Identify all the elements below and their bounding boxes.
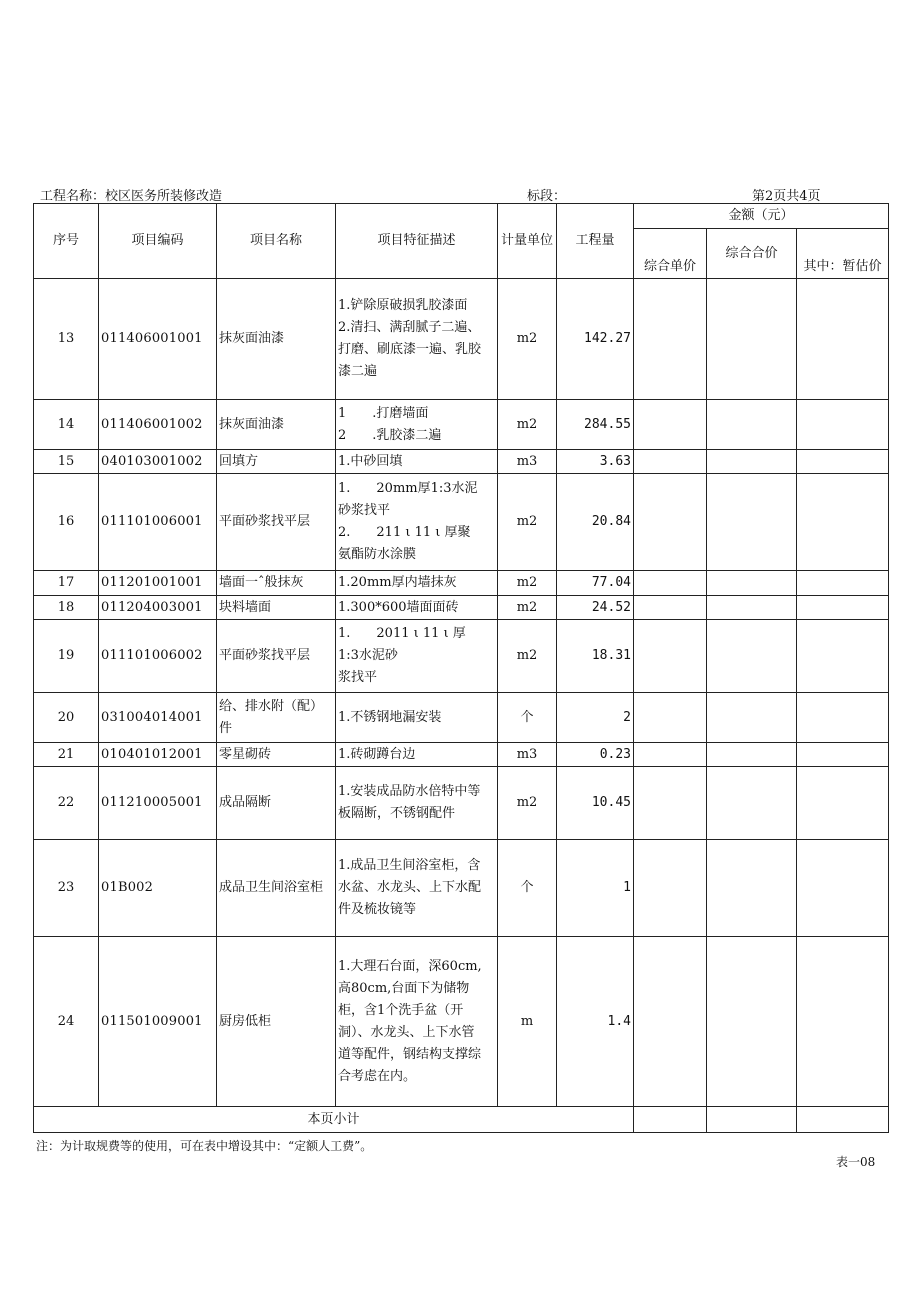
header-amount: 金额（元） — [634, 204, 889, 229]
bill-of-quantities-table — [33, 203, 889, 1133]
description-line: 1.砖砌蹲台边 — [338, 746, 416, 762]
page-indicator: 第2页共4页 — [752, 189, 821, 204]
row-unit-price — [634, 571, 707, 596]
row-unit: m3 — [498, 743, 557, 767]
row-code: 011204003001 — [99, 596, 217, 620]
row-unit-price — [634, 937, 707, 1107]
row-description — [336, 620, 498, 693]
row-provisional — [797, 937, 889, 1107]
row-description — [336, 571, 498, 596]
row-code: 011201001001 — [99, 571, 217, 596]
row-seq: 20 — [34, 693, 99, 743]
table-row — [34, 693, 889, 743]
row-seq: 13 — [34, 279, 99, 400]
row-quantity: 20.84 — [557, 474, 634, 571]
description-line: 件及梳妆镜等 — [338, 902, 417, 917]
row-name: 墙面一ˆ般抹灰 — [217, 571, 336, 596]
row-seq: 19 — [34, 620, 99, 693]
header-desc: 项目特征描述 — [336, 204, 498, 279]
row-description — [336, 840, 498, 937]
row-unit-price — [634, 596, 707, 620]
footer-note: 注：为计取规费等的使用，可在表中增设其中：“定额人工费”。 — [36, 1139, 373, 1153]
section-label: 标段： — [527, 189, 567, 204]
row-total — [707, 450, 797, 474]
row-total — [707, 743, 797, 767]
row-name: 零星砌砖 — [217, 743, 336, 767]
row-total — [707, 767, 797, 840]
row-unit: m2 — [498, 596, 557, 620]
row-quantity: 0.23 — [557, 743, 634, 767]
row-description — [336, 596, 498, 620]
row-provisional — [797, 840, 889, 937]
row-name: 成品隔断 — [217, 767, 336, 840]
row-unit-price — [634, 450, 707, 474]
row-quantity: 1 — [557, 840, 634, 937]
table-row — [34, 937, 889, 1107]
row-code: 011101006002 — [99, 620, 217, 693]
row-seq: 24 — [34, 937, 99, 1107]
description-line: 1.铲除原破损乳胶漆面 — [338, 298, 468, 313]
description-line: 道等配件，钢结构支撑综 — [338, 1046, 482, 1062]
row-quantity: 18.31 — [557, 620, 634, 693]
description-line: 1. 20mm厚1:3水泥 — [338, 481, 478, 496]
row-unit: 个 — [498, 840, 557, 937]
row-unit: m2 — [498, 400, 557, 450]
table-row — [34, 571, 889, 596]
row-description — [336, 450, 498, 474]
description-line: 板隔断，不锈钢配件 — [338, 806, 456, 821]
description-line: 1.不锈钢地漏安装 — [338, 709, 442, 725]
row-quantity: 24.52 — [557, 596, 634, 620]
row-name: 抹灰面油漆 — [217, 279, 336, 400]
header-code: 项目编码 — [99, 204, 217, 279]
description-line: 高80cm,台面下为储物 — [338, 980, 470, 996]
row-total — [707, 937, 797, 1107]
description-line: 合考虑在内。 — [338, 1068, 417, 1084]
row-total — [707, 596, 797, 620]
row-code: 01B002 — [99, 840, 217, 937]
row-description — [336, 400, 498, 450]
row-seq: 15 — [34, 450, 99, 474]
description-line: 1.中砂回填 — [338, 453, 403, 469]
table-row — [34, 400, 889, 450]
description-line: 1.安装成品防水倍特中等 — [338, 784, 481, 799]
header-total: 综合合价 — [707, 229, 797, 279]
row-total — [707, 620, 797, 693]
table-row — [34, 743, 889, 767]
row-quantity: 142.27 — [557, 279, 634, 400]
row-total — [707, 400, 797, 450]
subtotal-provisional — [797, 1107, 889, 1133]
row-code: 010401012001 — [99, 743, 217, 767]
row-name: 平面砂浆找平层 — [217, 620, 336, 693]
description-line: 2 .乳胶漆二遍 — [338, 427, 442, 443]
row-code: 011101006001 — [99, 474, 217, 571]
description-line: 柜，含1个洗手盆（开 — [338, 1002, 464, 1018]
row-provisional — [797, 474, 889, 571]
description-line: 1.大理石台面，深60cm, — [338, 958, 482, 974]
row-unit: m3 — [498, 450, 557, 474]
subtotal-unit-price — [634, 1107, 707, 1133]
row-unit-price — [634, 693, 707, 743]
row-unit-price — [634, 767, 707, 840]
row-quantity: 3.63 — [557, 450, 634, 474]
subtotal-label: 本页小计 — [34, 1107, 634, 1133]
header-provisional: 其中：暂估价 — [797, 229, 889, 279]
row-description — [336, 937, 498, 1107]
row-total — [707, 840, 797, 937]
row-seq: 18 — [34, 596, 99, 620]
row-provisional — [797, 620, 889, 693]
description-line: 漆二遍 — [338, 364, 378, 379]
row-provisional — [797, 571, 889, 596]
row-seq: 21 — [34, 743, 99, 767]
row-description — [336, 693, 498, 743]
row-unit: m2 — [498, 279, 557, 400]
row-provisional — [797, 693, 889, 743]
row-unit-price — [634, 474, 707, 571]
row-seq: 22 — [34, 767, 99, 840]
description-line: 1:3水泥砂 — [338, 648, 398, 663]
description-line: 砂浆找平 — [338, 503, 391, 518]
row-provisional — [797, 400, 889, 450]
header-qty: 工程量 — [557, 204, 634, 279]
row-name: 厨房低柜 — [217, 937, 336, 1107]
table-row — [34, 596, 889, 620]
row-unit-price — [634, 400, 707, 450]
row-unit-price — [634, 840, 707, 937]
row-description — [336, 767, 498, 840]
row-provisional — [797, 596, 889, 620]
row-name: 成品卫生间浴室柜 — [217, 840, 336, 937]
description-line: 1.20mm厚内墙抹灰 — [338, 575, 457, 590]
description-line: 1 .打磨墙面 — [338, 405, 429, 421]
row-name: 块料墙面 — [217, 596, 336, 620]
row-quantity: 284.55 — [557, 400, 634, 450]
header-name: 项目名称 — [217, 204, 336, 279]
description-line: 氨酯防水涂膜 — [338, 547, 417, 562]
row-total — [707, 693, 797, 743]
description-line: 1.300*600墙面面砖 — [338, 599, 459, 615]
table-body — [34, 279, 889, 1107]
description-line: 2. 211 ι 11 ι 厚聚 — [338, 525, 471, 540]
row-quantity: 10.45 — [557, 767, 634, 840]
description-line: 1. 2011 ι 11 ι 厚 — [338, 626, 466, 641]
row-seq: 14 — [34, 400, 99, 450]
row-code: 011406001001 — [99, 279, 217, 400]
row-total — [707, 474, 797, 571]
row-name: 给、排水附（配）件 — [217, 693, 336, 743]
table-number: 表一08 — [836, 1155, 876, 1169]
row-code: 011210005001 — [99, 767, 217, 840]
row-unit-price — [634, 620, 707, 693]
row-code: 011406001002 — [99, 400, 217, 450]
row-provisional — [797, 767, 889, 840]
row-unit: m2 — [498, 620, 557, 693]
row-description — [336, 743, 498, 767]
row-unit: m2 — [498, 474, 557, 571]
row-seq: 23 — [34, 840, 99, 937]
row-name: 回填方 — [217, 450, 336, 474]
row-provisional — [797, 279, 889, 400]
row-unit: m2 — [498, 767, 557, 840]
header-unit-price: 综合单价 — [634, 229, 707, 279]
row-quantity: 2 — [557, 693, 634, 743]
description-line: 浆找平 — [338, 670, 378, 685]
row-quantity: 1.4 — [557, 937, 634, 1107]
project-name: 工程名称：校区医务所装修改造 — [40, 189, 223, 204]
row-provisional — [797, 743, 889, 767]
row-provisional — [797, 450, 889, 474]
table-row — [34, 279, 889, 400]
table-row — [34, 620, 889, 693]
row-unit: m2 — [498, 571, 557, 596]
row-description — [336, 279, 498, 400]
row-total — [707, 279, 797, 400]
row-name: 抹灰面油漆 — [217, 400, 336, 450]
table-row — [34, 474, 889, 571]
table-row — [34, 767, 889, 840]
description-line: 水盆、水龙头、上下水配 — [338, 880, 482, 895]
row-seq: 17 — [34, 571, 99, 596]
row-description — [336, 474, 498, 571]
row-seq: 16 — [34, 474, 99, 571]
row-code: 031004014001 — [99, 693, 217, 743]
table-row — [34, 450, 889, 474]
header-unit: 计量单位 — [498, 204, 557, 279]
table-row — [34, 840, 889, 937]
description-line: 打磨、刷底漆一遍、乳胶 — [338, 342, 482, 357]
row-name: 平面砂浆找平层 — [217, 474, 336, 571]
description-line: 2.清扫、满刮腻子二遍、 — [338, 320, 481, 335]
row-quantity: 77.04 — [557, 571, 634, 596]
header-seq: 序号 — [34, 204, 99, 279]
row-total — [707, 571, 797, 596]
row-unit: m — [498, 937, 557, 1107]
description-line: 1.成品卫生间浴室柜，含 — [338, 858, 481, 873]
row-code: 011501009001 — [99, 937, 217, 1107]
description-line: 洞）、水龙头、上下水管 — [338, 1024, 475, 1040]
row-unit-price — [634, 279, 707, 400]
row-unit-price — [634, 743, 707, 767]
subtotal-total — [707, 1107, 797, 1133]
row-code: 040103001002 — [99, 450, 217, 474]
row-unit: 个 — [498, 693, 557, 743]
